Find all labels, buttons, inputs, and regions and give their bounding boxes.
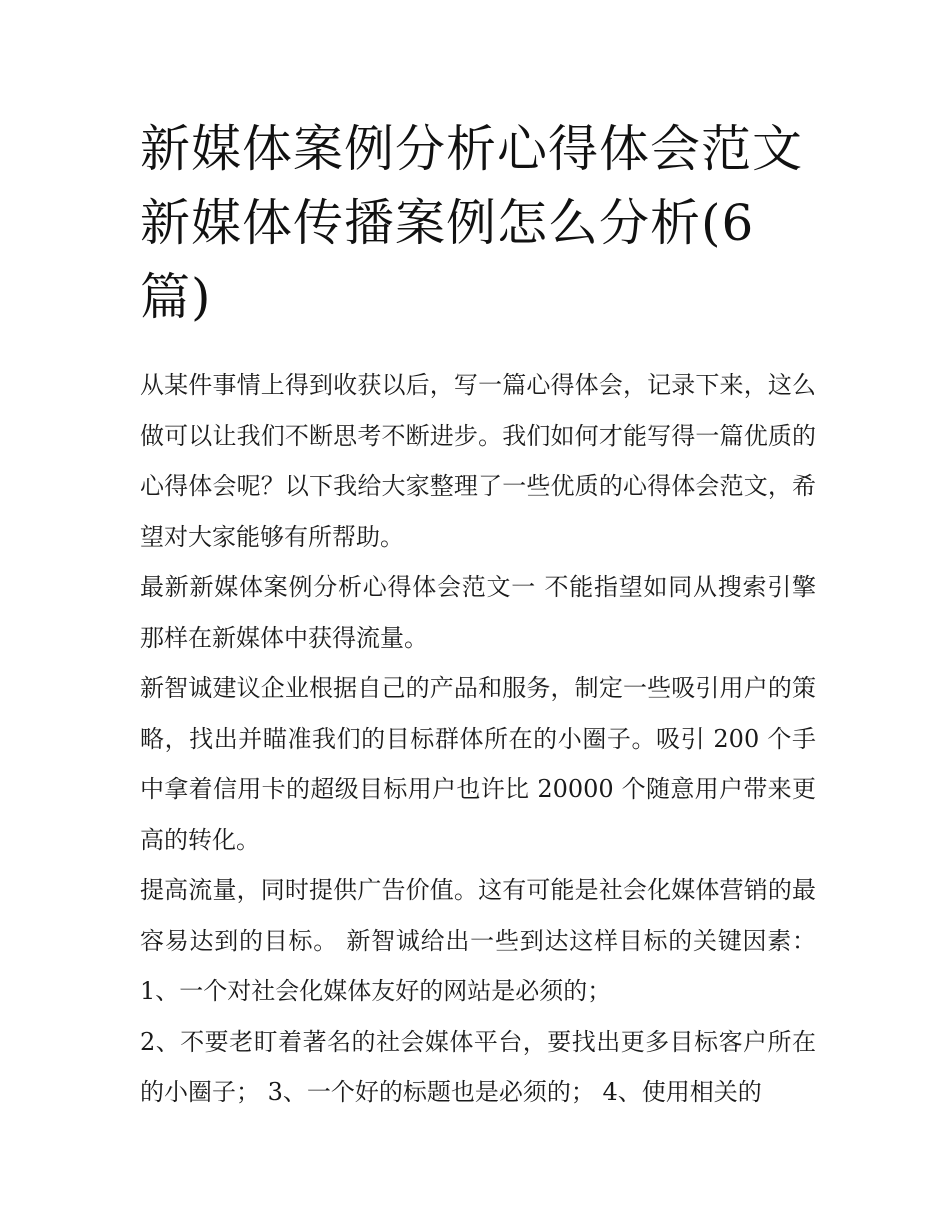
paragraph-traffic-goals: 提高流量，同时提供广告价值。这有可能是社会化媒体营销的最容易达到的目标。 新智诚给出一些到达这样目标的关键因素： 1、一个对社会化媒体友好的网站是必须的； (140, 876, 816, 1005)
paragraph-key-factors: 2、不要老盯着著名的社会媒体平台，要找出更多目标客户所在的小圈子； 3、一个好的标题也是必须的； 4、使用相关的 (140, 1027, 816, 1106)
paragraph-sample-one-heading: 最新新媒体案例分析心得体会范文一 不能指望如同从搜索引擎那样在新媒体中获得流量。 (140, 573, 816, 652)
document-title: 新媒体案例分析心得体会范文新媒体传播案例怎么分析(6篇) (140, 120, 803, 326)
document-body (140, 360, 816, 1118)
paragraph-target-users: 新智诚建议企业根据自己的产品和服务，制定一些吸引用户的策略，找出并瞄准我们的目标群体所在的小圈子。吸引 200 个手中拿着信用卡的超级目标用户也许比 20000 个随意用户带来更高的转化。 (140, 674, 816, 854)
paragraph-intro: 从某件事情上得到收获以后，写一篇心得体会，记录下来，这么做可以让我们不断思考不断进步。我们如何才能写得一篇优质的心得体会呢？以下我给大家整理了一些优质的心得体会范文，希望对大家能够有所帮助。 (140, 371, 816, 551)
